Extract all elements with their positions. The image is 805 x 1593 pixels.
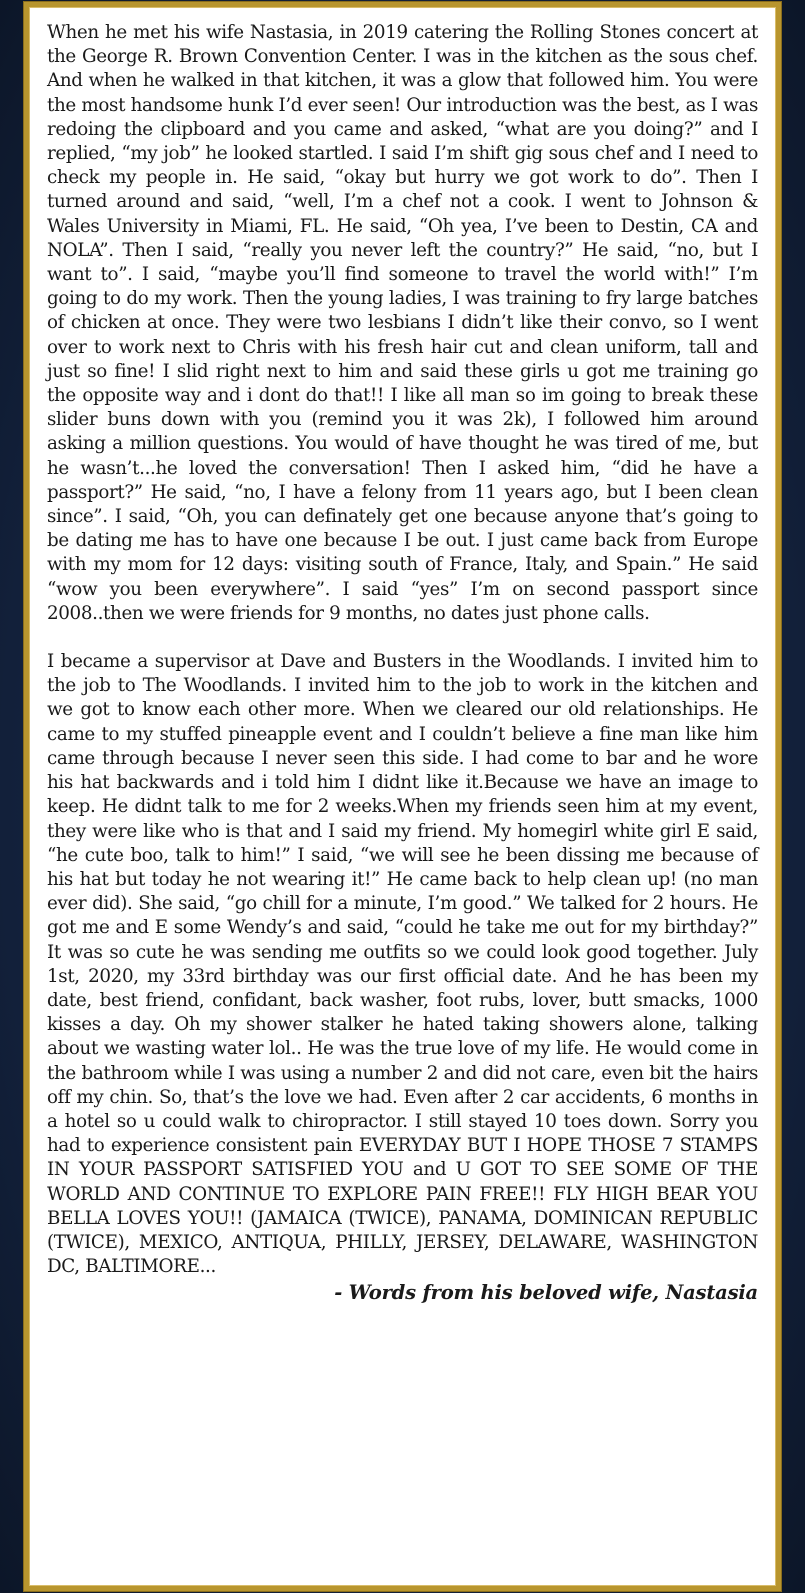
- signature-line: - Words from his beloved wife, Nastasia: [334, 1281, 758, 1305]
- story-paragraph-2: I became a supervisor at Dave and Busters in the Woodlands. I invited him to the job to The Woodlands. I invited him to the job to work in the kitchen and we got to know each other more. When we cleared our old relationships. He came to my stuffed pineapple event and I couldn’t believe a fine man like him came through because I never seen this side. I had come to bar and he wore his hat backwards and i told him I didnt like it.Because we have an image to keep. He didnt talk to me for 2 weeks.When my friends seen him at my event, they were like who is that and I said my friend. My homegirl white girl E said, “he cute boo, talk to him!” I said, “we will see he been dissing me because of his hat but today he not wearing it!” He came back to help clean up! (no man ever did). She said, “go chill for a minute, I’m good.” We talked for 2 hours. He got me and E some Wendy’s and said, “could he take me out for my birthday?” It was so cute he was sending me outfits so we could look good together. July 1st, 2020, my 33rd birthday was our first official date. And he has been my date, best friend, confidant, back washer, foot rubs, lover, butt smacks, 1000 kisses a day. Oh my shower stalker he hated taking showers alone, talking about we wasting water lol.. He was the true love of my life. He would come in the bathroom while I was using a number 2 and did not care, even bit the hairs off my chin. So, that’s the love we had. Even after 2 car accidents, 6 months in a hotel so u could walk to chiropractor. I still stayed 10 toes down. Sorry you had to experience consistent pain EVERYDAY BUT I HOPE THOSE 7 STAMPS IN YOUR PASSPORT SATISFIED YOU and U GOT TO SEE SOME OF THE WORLD AND CONTINUE TO EXPLORE PAIN FREE!! FLY HIGH BEAR YOU BELLA LOVES YOU!! (JAMAICA (TWICE), PANAMA, DOMINICAN REPUBLIC (TWICE), MEXICO, ANTIQUA, PHILLY, JERSEY, DELAWARE, WASHINGTON DC, BALTIMORE...: [47, 651, 758, 1278]
- story-paragraph-1: When he met his wife Nastasia, in 2019 catering the Rolling Stones concert at the George R. Brown Convention Center. I was in the kitchen as the sous chef. And when he walked in that kitchen, it was a glow that followed him. You were the most handsome hunk I’d ever seen! Our introduction was the best, as I was redoing the clipboard and you came and asked, “what are you doing?” and I replied, “my job” he looked startled. I said I’m shift gig sous chef and I need to check my people in. He said, “okay but hurry we got work to do”. Then I turned around and said, “well, I’m a chef not a cook. I went to Johnson & Wales University in Miami, FL. He said, “Oh yea, I’ve been to Destin, CA and NOLA”. Then I said, “really you never left the country?” He said, “no, but I want to”. I said, “maybe you’ll find someone to travel the world with!” I’m going to do my work. Then the young ladies, I was training to fry large batches of chicken at once. They were two lesbians I didn’t like their convo, so I went over to work next to Chris with his fresh hair cut and clean uniform, tall and just so fine! I slid right next to him and said these girls u got me training go the opposite way and i dont do that!! I like all man so im going to break these slider buns down with you (remind you it was 2k), I followed him around asking a million questions. You would of have thought he was tired of me, but he wasn’t...he loved the conversation! Then I asked him, “did he have a passport?” He said, “no, I have a felony from 11 years ago, but I been clean since”. I said, “Oh, you can definately get one because anyone that’s going to be dating me has to have one because I be out. I just came back from Europe with my mom for 12 days: visiting south of France, Italy, and Spain.” He said “wow you been everywhere”. I said “yes” I’m on second passport since 2008..then we were friends for 9 months, no dates just phone calls.: [47, 22, 758, 624]
- tribute-text-body: [47, 21, 758, 1306]
- tribute-frame: [24, 2, 781, 1591]
